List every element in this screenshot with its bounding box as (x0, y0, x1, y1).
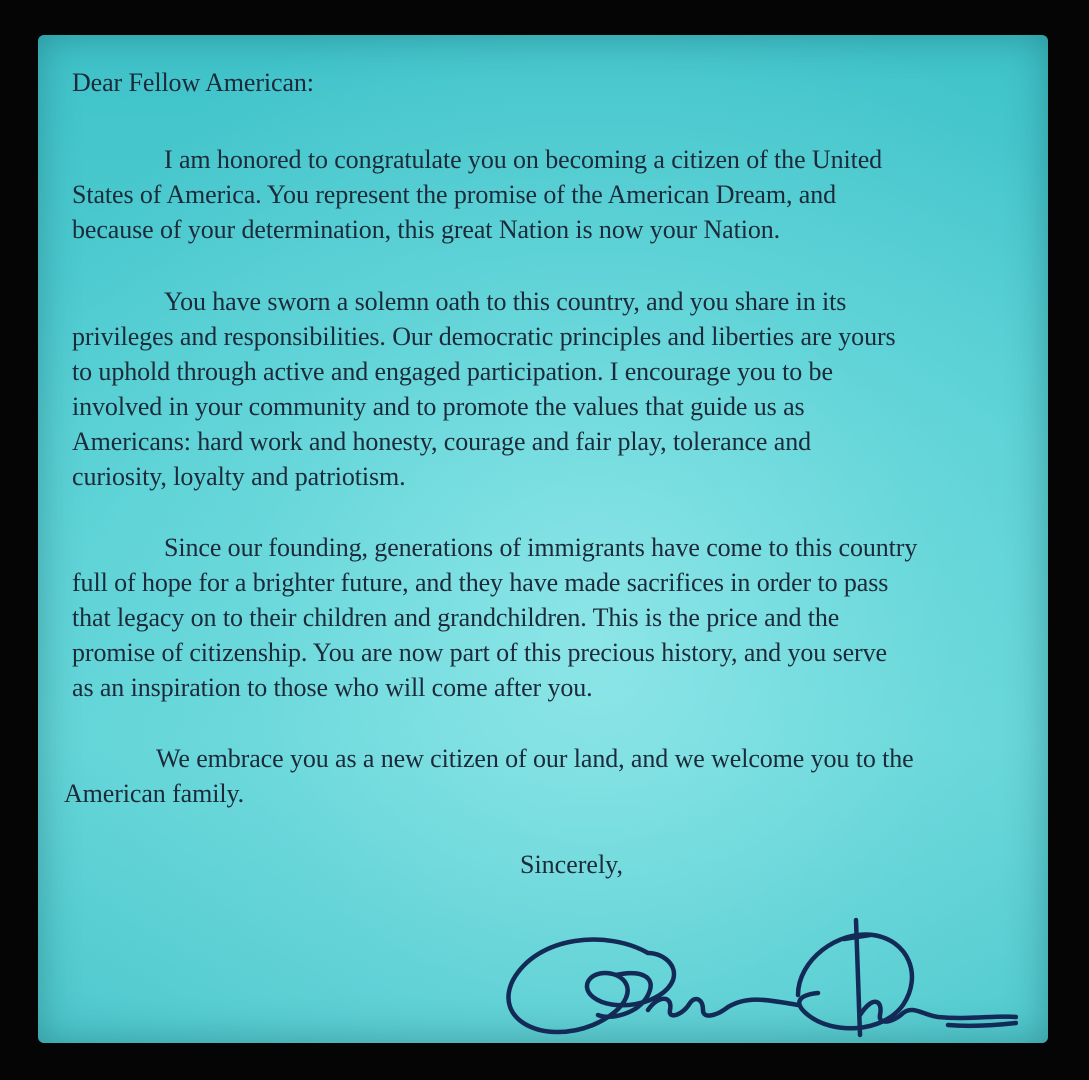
paragraph-line: involved in your community and to promote the values that guide us as (72, 392, 805, 421)
paragraph-line: promise of citizenship. You are now part of this precious history, and you serve (72, 638, 887, 667)
paragraph-line: I am honored to congratulate you on becoming a citizen of the United (164, 145, 883, 174)
paragraph-line: We embrace you as a new citizen of our land, and we welcome you to the (156, 744, 914, 773)
paragraph-line: Since our founding, generations of immigrants have come to this country (164, 533, 918, 562)
paragraph-line: full of hope for a brighter future, and they have made sacrifices in order to pass (72, 568, 889, 597)
paragraph-line: curiosity, loyalty and patriotism. (72, 462, 406, 491)
salutation (72, 65, 1032, 100)
paragraph-line: Americans: hard work and honesty, courage and fair play, tolerance and (72, 427, 811, 456)
paragraph-3 (72, 530, 1032, 705)
salutation-line: Dear Fellow American: (72, 68, 314, 97)
signature-image (498, 875, 1018, 1043)
paragraph-line: privileges and responsibilities. Our democratic principles and liberties are yours (72, 322, 896, 351)
paragraph-line: American family. (64, 779, 245, 808)
paragraph-line: to uphold through active and engaged participation. I encourage you to be (72, 357, 833, 386)
paragraph-line: You have sworn a solemn oath to this country, and you share in its (164, 287, 847, 316)
letter-paper (38, 35, 1048, 1043)
paragraph-2 (72, 284, 1032, 494)
paragraph-line: that legacy on to their children and grandchildren. This is the price and the (72, 603, 840, 632)
paragraph-line: because of your determination, this great Nation is now your Nation. (72, 215, 781, 244)
paragraph-line: as an inspiration to those who will come after you. (72, 673, 593, 702)
closing: Sincerely, (520, 850, 623, 879)
paragraph-4 (64, 741, 1039, 811)
paragraph-line: States of America. You represent the promise of the American Dream, and (72, 180, 837, 209)
paragraph-1 (72, 142, 1032, 247)
